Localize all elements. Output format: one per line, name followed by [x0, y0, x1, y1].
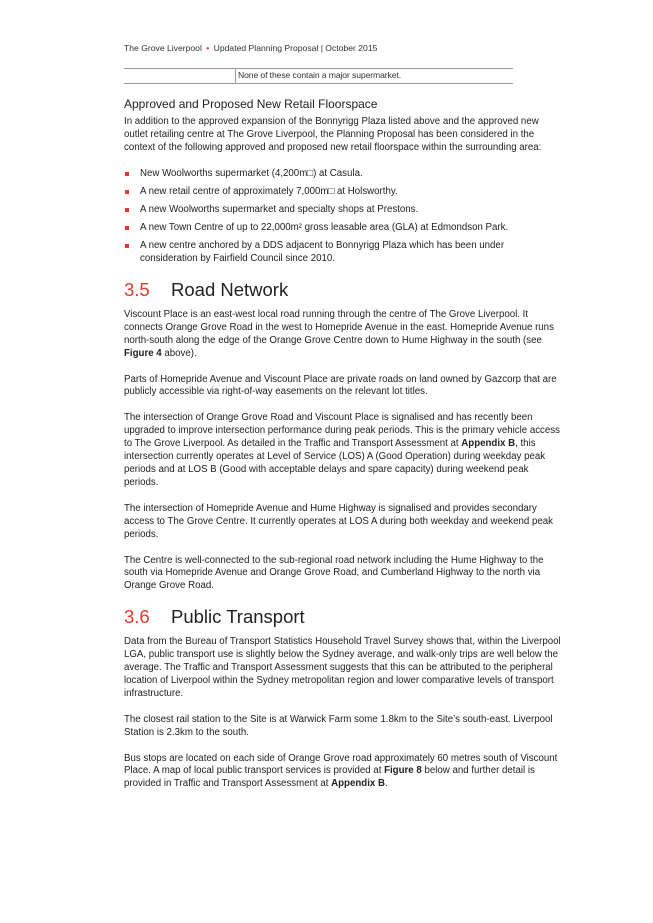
- text-run: .: [384, 778, 388, 790]
- section-number: 3.6: [124, 606, 150, 628]
- text-run: below and further detail is provided in Traffic and Transport Assessment at: [124, 765, 535, 790]
- bullet-text: A new Town Centre of up to 22,000m² gross leasable area (GLA) at Edmondson Park.: [140, 222, 509, 233]
- figure-reference: Figure 4: [124, 347, 162, 359]
- list-item: [124, 168, 564, 181]
- list-item: [124, 240, 564, 266]
- road-paragraph-1: [124, 309, 564, 361]
- list-item: [124, 222, 564, 235]
- bullet-text: A new retail centre of approximately 7,000m□ at Holsworthy.: [140, 185, 398, 197]
- bullet-text: A new Woolworths supermarket and specialty shops at Prestons.: [140, 203, 419, 215]
- main-content: [124, 97, 564, 804]
- figure-reference: Figure 8: [384, 765, 422, 777]
- table-column-divider: [235, 69, 236, 83]
- transport-paragraph-2: The closest rail station to the Site is at Warwick Farm some 1.8km to the Site’s south-east. Liverpool Station is 2.3km to the south.: [124, 713, 553, 738]
- text-run: Bus stops are located on each side of Orange Grove road approximately 60 metres south of Viscount Place. A map of local public transport services is provided at: [124, 752, 558, 777]
- text-run: , this intersection currently operates at Level of Service (LOS) A (Good Operation) during weekday peak periods and at LOS B (Good with acceptable delays and spare capacity) during weekend peak periods.: [124, 438, 546, 488]
- header-subtitle: Updated Planning Proposal | October 2015: [213, 43, 378, 53]
- bullet-marker: [125, 190, 129, 194]
- table-fragment: [124, 68, 513, 84]
- list-item: [124, 186, 564, 199]
- bullet-marker: [125, 226, 129, 230]
- section-number: 3.5: [124, 278, 150, 300]
- bullet-text: New Woolworths supermarket (4,200m□) at Casula.: [140, 167, 363, 179]
- road-paragraph-5: The Centre is well-connected to the sub-regional road network including the Hume Highway to the south via Homepride Avenue and Orange Grove Road, and Cumberland Highway to the north via Orange Grove Road.: [124, 554, 544, 592]
- retail-intro: In addition to the approved expansion of the Bonnyrigg Plaza listed above and the approved new outlet retailing centre at The Grove Liverpool, the Planning Proposal has been considered in the context of the following approved and proposed new retail floorspace within the surrounding area:: [124, 116, 542, 153]
- retail-heading: Approved and Proposed New Retail Floorspace: [124, 97, 378, 111]
- header-title: The Grove Liverpool: [124, 43, 202, 53]
- section-heading-road-network: [124, 279, 564, 301]
- road-paragraph-4: The intersection of Homepride Avenue and Hume Highway is signalised and provides secondary access to The Grove Centre. It currently operates at LOS A during both weekday and weekend peak periods.: [124, 502, 554, 540]
- header-separator: •: [206, 43, 210, 53]
- section-title: Road Network: [171, 278, 289, 300]
- section-heading-public-transport: [124, 606, 564, 628]
- bullet-marker: [125, 208, 129, 212]
- text-run: Viscount Place is an east-west local road running through the centre of The Grove Liverpool. It connects Orange Grove Road in the west to Homepride Avenue in the east. Homepride Avenue runs north-south along the edge of the Orange Grove Centre down to Hume Highway in the south (see: [124, 308, 554, 346]
- appendix-reference: Appendix B: [331, 778, 385, 790]
- text-run: The intersection of Orange Grove Road and Viscount Place is signalised and has recently been upgraded to improve intersection performance during peak periods. This is the primary vehicle access to The Grove Liverpool. As detailed in the Traffic and Transport Assessment at: [124, 412, 560, 450]
- transport-paragraph-3: [124, 753, 564, 792]
- retail-bullet-list: [124, 168, 564, 266]
- bullet-text: A new centre anchored by a DDS adjacent to Bonnyrigg Plaza which has been under consideration by Fairfield Council since 2010.: [140, 240, 505, 264]
- running-header: [124, 43, 377, 53]
- table-cell: None of these contain a major supermarket.: [238, 70, 401, 80]
- bullet-marker: [125, 172, 129, 176]
- transport-paragraph-1: Data from the Bureau of Transport Statistics Household Travel Survey shows that, within the Liverpool LGA, public transport use is slightly below the Sydney average, and walk-only trips are well below the average. The Traffic and Transport Assessment suggests that this can be attributed to the peripheral location of Liverpool within the Sydney metropolitan region and lower comparative levels of transport infrastructure.: [124, 636, 561, 699]
- appendix-reference: Appendix B: [461, 438, 516, 450]
- text-run: above).: [161, 347, 197, 359]
- bullet-marker: [125, 244, 129, 248]
- road-paragraph-3: [124, 412, 564, 489]
- road-paragraph-2: Parts of Homepride Avenue and Viscount Place are private roads on land owned by Gazcorp that are publicly accessible via right-of-way easements on the relevant lot titles.: [124, 373, 557, 398]
- list-item: [124, 204, 564, 217]
- section-title: Public Transport: [171, 606, 305, 628]
